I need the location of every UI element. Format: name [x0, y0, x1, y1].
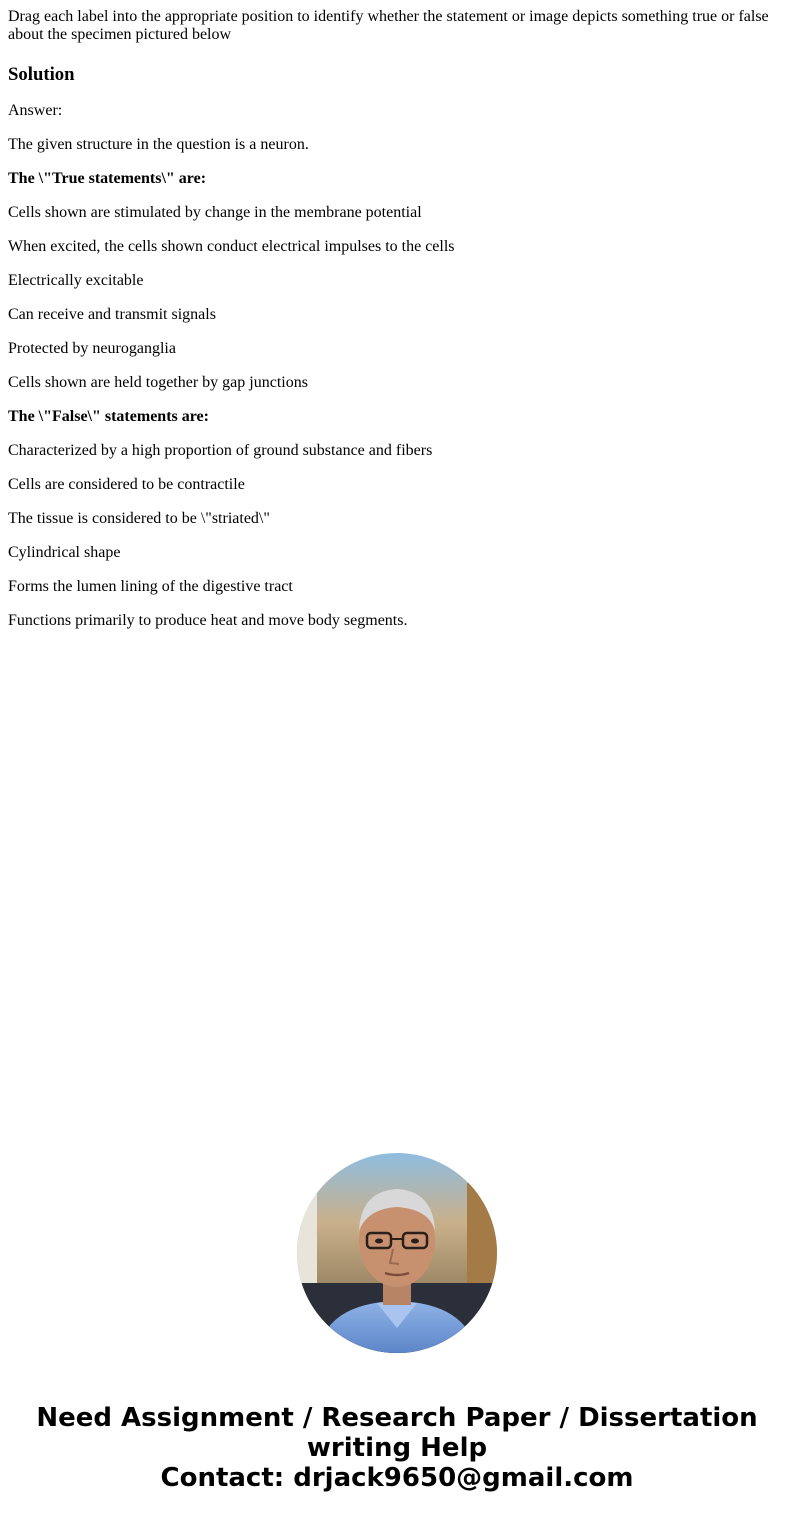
promo-contact: Contact: drjack9650@gmail.com: [160, 1463, 634, 1493]
false-statement: Cells are considered to be contractile: [8, 476, 245, 493]
false-statement: Characterized by a high proportion of ground substance and fibers: [8, 442, 433, 459]
false-statements-heading: The \"False\" statements are:: [8, 408, 209, 425]
solution-document: [8, 8, 786, 630]
true-statement: Can receive and transmit signals: [8, 306, 216, 323]
true-statements-heading: The \"True statements\" are:: [8, 170, 207, 187]
true-statement: Protected by neuroganglia: [8, 340, 176, 357]
true-statement: Cells shown are held together by gap junctions: [8, 374, 308, 391]
avatar-portrait-image: [297, 1153, 497, 1353]
question-text: Drag each label into the appropriate position to identify whether the statement or image depicts something true or false about the specimen pictured below: [8, 8, 769, 43]
false-statement: Cylindrical shape: [8, 544, 121, 561]
promo-line-1: Need Assignment / Research Paper / Dissertation: [36, 1403, 758, 1433]
true-statement: Electrically excitable: [8, 272, 144, 289]
false-statement: The tissue is considered to be \"striated\": [8, 510, 270, 527]
true-statement: Cells shown are stimulated by change in the membrane potential: [8, 204, 422, 221]
solution-heading: Solution: [8, 64, 75, 85]
intro-text: The given structure in the question is a neuron.: [8, 136, 309, 153]
answer-label: Answer:: [8, 102, 63, 119]
author-avatar: [297, 1153, 497, 1353]
false-statement: Forms the lumen lining of the digestive tract: [8, 578, 293, 595]
promo-line-2: writing Help: [306, 1433, 488, 1463]
promo-banner: [0, 1403, 794, 1493]
true-statement: When excited, the cells shown conduct electrical impulses to the cells: [8, 238, 455, 255]
false-statement: Functions primarily to produce heat and move body segments.: [8, 612, 408, 629]
